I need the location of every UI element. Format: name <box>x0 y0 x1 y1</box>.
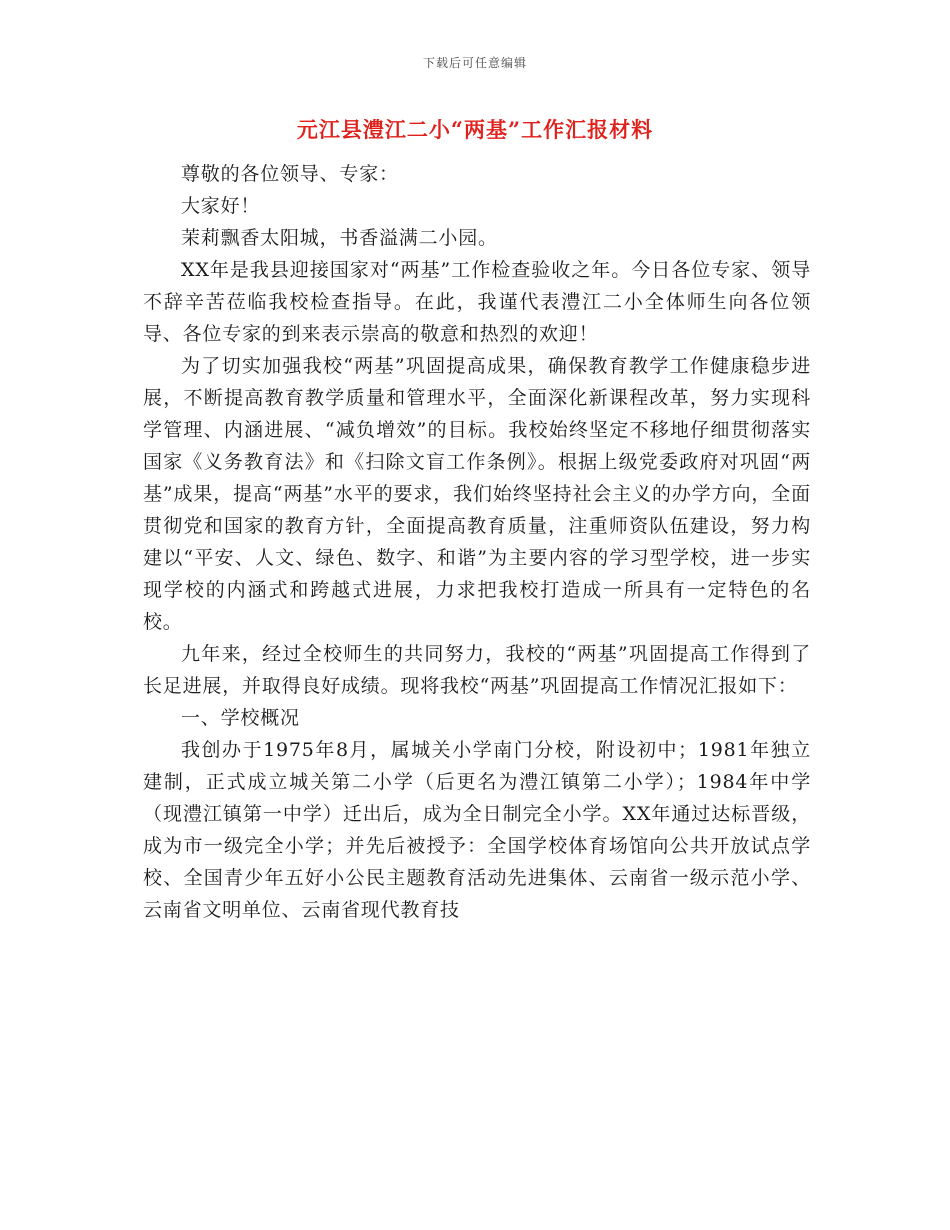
history-paragraph: 我创办于1975年8月，属城关小学南门分校，附设初中；1981年独立建制，正式成立城关第二小学（后更名为澧江镇第二小学）；1984年中学（现澧江镇第一中学）迁出后，成为全日制完全小学。XX年通过达标晋级，成为市一级完全小学；并先后被授予：全国学校体育场馆向公共开放试点学校、全国青少年五好小公民主题教育活动先进集体、云南省一级示范小学、云南省文明单位、云南省现代教育技 <box>143 739 811 921</box>
salutation: 尊敬的各位领导、专家： <box>181 163 399 185</box>
summary-paragraph: 九年来，经过全校师生的共同努力，我校的“两基”巩固提高工作得到了长足进展，并取得良好成绩。现将我校“两基”巩固提高工作情况汇报如下： <box>143 643 811 697</box>
greeting: 大家好！ <box>181 195 261 217</box>
document-body <box>143 158 811 926</box>
header-note: 下载后可任意编辑 <box>422 56 527 70</box>
welcome-paragraph: XX年是我县迎接国家对“两基”工作检查验收之年。今日各位专家、领导不辞辛苦莅临我校检查指导。在此，我谨代表澧江二小全体师生向各位领导、各位专家的到来表示崇高的敬意和热烈的欢迎！ <box>143 259 811 345</box>
document-title: 元江县澧江二小“两基”工作汇报材料 <box>296 117 654 142</box>
goals-paragraph: 为了切实加强我校“两基”巩固提高成果，确保教育教学工作健康稳步进展，不断提高教育教学质量和管理水平，全面深化新课程改革，努力实现科学管理、内涵进展、“减负增效”的目标。我校始终坚定不移地仔细贯彻落实国家《义务教育法》和《扫除文盲工作条例》。根据上级党委政府对巩固“两基”成果，提高“两基”水平的要求，我们始终坚持社会主义的办学方向，全面贯彻党和国家的教育方针，全面提高教育质量，注重师资队伍建设，努力构建以“平安、人文、绿色、数字、和谐”为主要内容的学习型学校，进一步实现学校的内涵式和跨越式进展，力求把我校打造成一所具有一定特色的名校。 <box>143 355 811 633</box>
opening-line: 茉莉飘香太阳城，书香溢满二小园。 <box>181 227 498 249</box>
section-heading: 一、学校概况 <box>181 707 300 729</box>
